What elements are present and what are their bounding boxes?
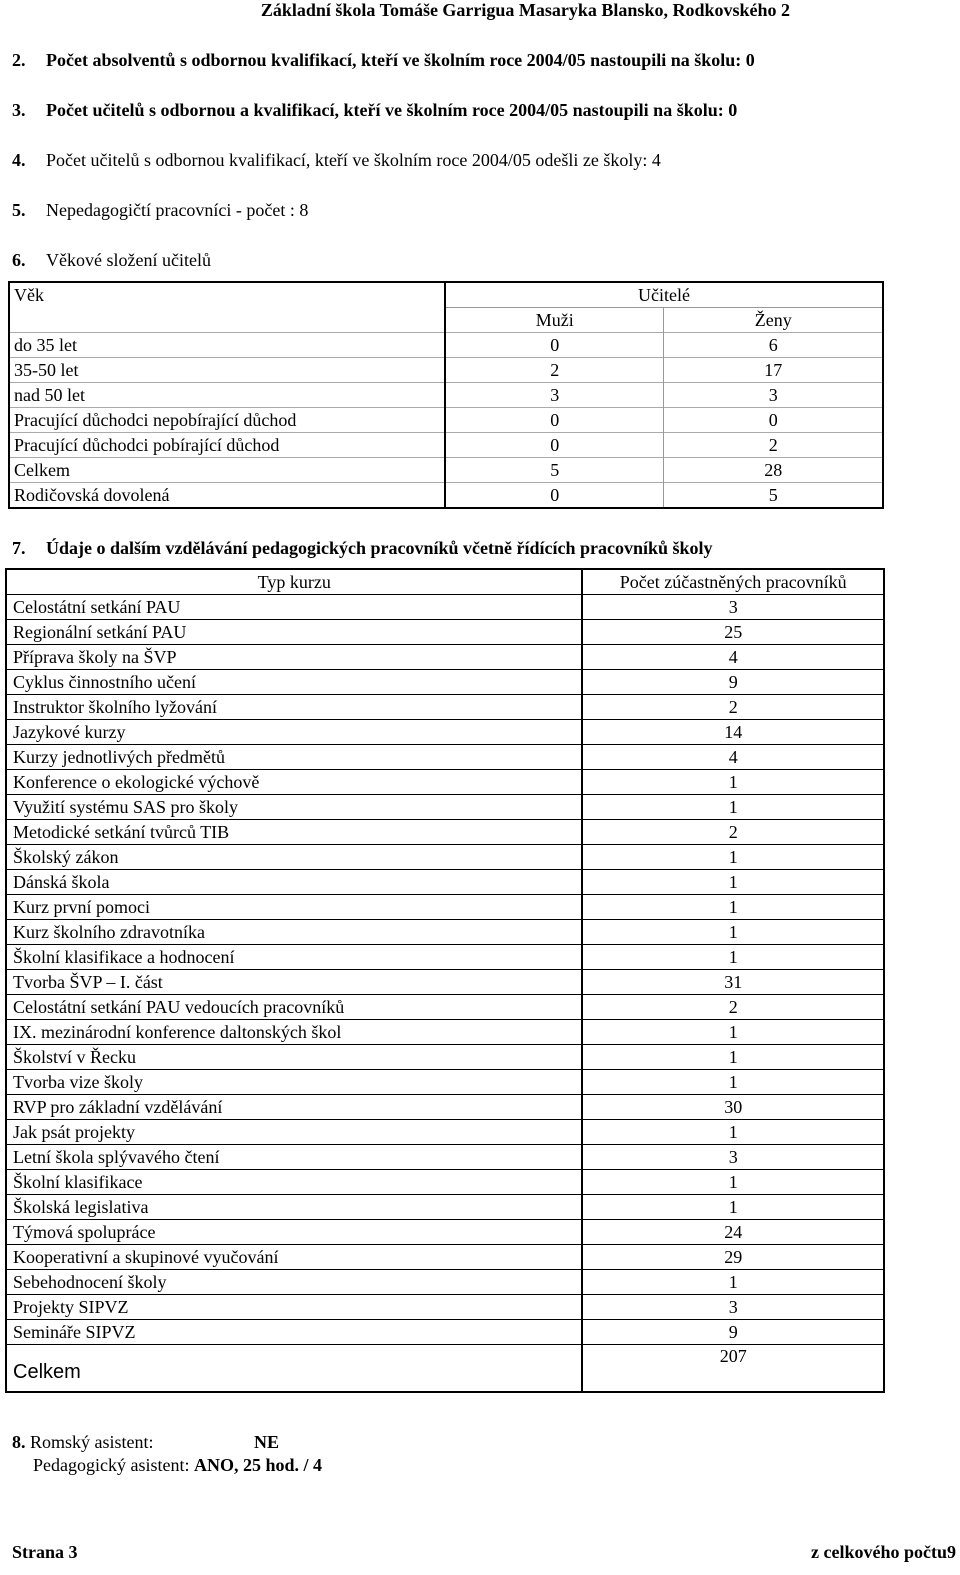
table-row bbox=[9, 458, 883, 483]
table-row bbox=[6, 1170, 884, 1195]
table-row bbox=[9, 333, 883, 358]
col-age-header: Věk bbox=[9, 282, 445, 333]
age-label: 35-50 let bbox=[9, 358, 445, 383]
col-count-header: Počet zúčastněných pracovníků bbox=[619, 572, 847, 592]
total-row bbox=[6, 1345, 884, 1393]
participant-count: 1 bbox=[582, 1270, 884, 1295]
participant-count: 4 bbox=[582, 745, 884, 770]
men-count: 0 bbox=[445, 333, 664, 358]
table-row bbox=[6, 745, 884, 770]
table-row bbox=[6, 595, 884, 620]
table-header-row bbox=[6, 569, 884, 595]
course-name: Celostátní setkání PAU bbox=[6, 595, 582, 620]
age-label: Celkem bbox=[9, 458, 445, 483]
age-label: Rodičovská dovolená bbox=[9, 483, 445, 509]
participant-count: 9 bbox=[582, 670, 884, 695]
table-row bbox=[9, 483, 883, 509]
participant-count: 1 bbox=[582, 945, 884, 970]
participant-count: 1 bbox=[582, 845, 884, 870]
total-value: 207 bbox=[582, 1345, 884, 1393]
item-number: 4. bbox=[12, 150, 26, 170]
participant-count: 24 bbox=[582, 1220, 884, 1245]
table-row bbox=[6, 1095, 884, 1120]
item-text: Nepedagogičtí pracovníci - počet : 8 bbox=[46, 200, 309, 220]
table-row bbox=[6, 645, 884, 670]
men-count: 2 bbox=[445, 358, 664, 383]
course-name: Projekty SIPVZ bbox=[6, 1295, 582, 1320]
item-7 bbox=[12, 538, 713, 559]
item-5 bbox=[12, 200, 308, 221]
item-text: Počet absolventů s odbornou kvalifikací, kteří ve školním roce 2004/05 nastoupili na školu: 0 bbox=[46, 50, 755, 70]
col-type-header: Typ kurzu bbox=[6, 569, 582, 595]
table-row bbox=[6, 1045, 884, 1070]
course-name: Tvorba vize školy bbox=[6, 1070, 582, 1095]
course-name: Školní klasifikace a hodnocení bbox=[6, 945, 582, 970]
participant-count: 1 bbox=[582, 795, 884, 820]
item-number: 8. bbox=[12, 1432, 26, 1452]
course-name: Letní škola splývavého čtení bbox=[6, 1145, 582, 1170]
course-name: Sebehodnocení školy bbox=[6, 1270, 582, 1295]
course-name: Dánská škola bbox=[6, 870, 582, 895]
participant-count: 31 bbox=[582, 970, 884, 995]
table-row bbox=[6, 995, 884, 1020]
table-row bbox=[6, 795, 884, 820]
participant-count: 1 bbox=[582, 1020, 884, 1045]
participant-count: 30 bbox=[582, 1095, 884, 1120]
table-row bbox=[6, 720, 884, 745]
table-row bbox=[6, 945, 884, 970]
men-count: 0 bbox=[445, 408, 664, 433]
participant-count: 4 bbox=[582, 645, 884, 670]
course-name: Konference o ekologické výchově bbox=[6, 770, 582, 795]
table-row bbox=[6, 845, 884, 870]
women-count: 28 bbox=[664, 458, 883, 483]
table-row bbox=[6, 1020, 884, 1045]
table-row bbox=[6, 1145, 884, 1170]
item-4 bbox=[12, 150, 661, 171]
item-8 bbox=[12, 1432, 322, 1476]
table-row bbox=[6, 695, 884, 720]
table-row bbox=[9, 433, 883, 458]
item-number: 5. bbox=[12, 200, 26, 220]
table-row bbox=[6, 770, 884, 795]
item-text: Údaje o dalším vzdělávání pedagogických pracovníků včetně řídících pracovníků školy bbox=[46, 538, 713, 558]
table-row bbox=[6, 1320, 884, 1345]
table-row bbox=[9, 358, 883, 383]
table-row bbox=[6, 820, 884, 845]
course-name: Příprava školy na ŠVP bbox=[6, 645, 582, 670]
women-count: 0 bbox=[664, 408, 883, 433]
course-name: Školství v Řecku bbox=[6, 1045, 582, 1070]
participant-count: 2 bbox=[582, 695, 884, 720]
course-table bbox=[5, 568, 885, 1393]
course-name: Tvorba ŠVP – I. část bbox=[6, 970, 582, 995]
participant-count: 25 bbox=[582, 620, 884, 645]
course-name: Školský zákon bbox=[6, 845, 582, 870]
roma-assistant-value: NE bbox=[254, 1432, 280, 1452]
table-row bbox=[6, 1070, 884, 1095]
table-row bbox=[6, 1245, 884, 1270]
course-name: Využití systému SAS pro školy bbox=[6, 795, 582, 820]
item-6 bbox=[12, 250, 211, 271]
course-name: Semináře SIPVZ bbox=[6, 1320, 582, 1345]
participant-count: 1 bbox=[582, 1170, 884, 1195]
course-name: Školní klasifikace bbox=[6, 1170, 582, 1195]
item-text: Věkové složení učitelů bbox=[46, 250, 211, 270]
item-number: 3. bbox=[12, 100, 26, 120]
item-number: 2. bbox=[12, 50, 26, 70]
page-header: Základní škola Tomáše Garrigua Masaryka Blansko, Rodkovského 2 bbox=[260, 0, 790, 20]
participant-count: 3 bbox=[582, 1295, 884, 1320]
item-text: Počet učitelů s odbornou a kvalifikací, kteří ve školním roce 2004/05 nastoupili na školu: 0 bbox=[46, 100, 738, 120]
item-text: Počet učitelů s odbornou kvalifikací, kteří ve školním roce 2004/05 odešli ze školy: 4 bbox=[46, 150, 661, 170]
table-header-row bbox=[9, 282, 883, 308]
table-row bbox=[6, 1295, 884, 1320]
table-row bbox=[6, 1220, 884, 1245]
participant-count: 1 bbox=[582, 1120, 884, 1145]
table-row bbox=[6, 920, 884, 945]
table-row bbox=[6, 970, 884, 995]
participant-count: 29 bbox=[582, 1245, 884, 1270]
total-label: Celkem bbox=[6, 1345, 582, 1393]
table-row bbox=[6, 620, 884, 645]
page-number: Strana 3 bbox=[12, 1542, 78, 1562]
age-label: do 35 let bbox=[9, 333, 445, 358]
men-count: 5 bbox=[445, 458, 664, 483]
men-count: 0 bbox=[445, 433, 664, 458]
participant-count: 3 bbox=[582, 1145, 884, 1170]
pedagogical-assistant-label: Pedagogický asistent: bbox=[33, 1455, 190, 1475]
course-name: Metodické setkání tvůrců TIB bbox=[6, 820, 582, 845]
participant-count: 2 bbox=[582, 820, 884, 845]
women-count: 3 bbox=[664, 383, 883, 408]
item-3 bbox=[12, 100, 737, 121]
item-2 bbox=[12, 50, 755, 71]
course-name: Kurzy jednotlivých předmětů bbox=[6, 745, 582, 770]
table-row bbox=[9, 408, 883, 433]
participant-count: 1 bbox=[582, 870, 884, 895]
course-name: Kurz školního zdravotníka bbox=[6, 920, 582, 945]
course-name: Kooperativní a skupinové vyučování bbox=[6, 1245, 582, 1270]
participant-count: 9 bbox=[582, 1320, 884, 1345]
course-name: Celostátní setkání PAU vedoucích pracovníků bbox=[6, 995, 582, 1020]
table-row bbox=[6, 1270, 884, 1295]
participant-count: 14 bbox=[582, 720, 884, 745]
participant-count: 3 bbox=[582, 595, 884, 620]
participant-count: 1 bbox=[582, 895, 884, 920]
course-name: Kurz první pomoci bbox=[6, 895, 582, 920]
women-count: 2 bbox=[664, 433, 883, 458]
col-men-header: Muži bbox=[445, 308, 664, 333]
participant-count: 1 bbox=[582, 770, 884, 795]
course-name: Cyklus činnostního učení bbox=[6, 670, 582, 695]
course-name: IX. mezinárodní konference daltonských škol bbox=[6, 1020, 582, 1045]
col-teachers-header: Učitelé bbox=[445, 282, 883, 308]
table-row bbox=[6, 895, 884, 920]
participant-count: 1 bbox=[582, 1195, 884, 1220]
women-count: 5 bbox=[664, 483, 883, 509]
table-row bbox=[6, 870, 884, 895]
pedagogical-assistant-value: ANO, 25 hod. / 4 bbox=[193, 1455, 323, 1475]
age-label: Pracující důchodci pobírající důchod bbox=[9, 433, 445, 458]
course-name: Jazykové kurzy bbox=[6, 720, 582, 745]
item-number: 7. bbox=[12, 538, 26, 558]
women-count: 17 bbox=[664, 358, 883, 383]
participant-count: 1 bbox=[582, 920, 884, 945]
course-name: Instruktor školního lyžování bbox=[6, 695, 582, 720]
course-name: Regionální setkání PAU bbox=[6, 620, 582, 645]
participant-count: 1 bbox=[582, 1070, 884, 1095]
page-total: z celkového počtu9 bbox=[811, 1542, 956, 1562]
course-name: Týmová spolupráce bbox=[6, 1220, 582, 1245]
table-row bbox=[6, 1120, 884, 1145]
participant-count: 1 bbox=[582, 1045, 884, 1070]
table-row bbox=[9, 383, 883, 408]
participant-count: 2 bbox=[582, 995, 884, 1020]
women-count: 6 bbox=[664, 333, 883, 358]
men-count: 3 bbox=[445, 383, 664, 408]
age-label: Pracující důchodci nepobírající důchod bbox=[9, 408, 445, 433]
age-label: nad 50 let bbox=[9, 383, 445, 408]
table-row bbox=[6, 1195, 884, 1220]
col-women-header: Ženy bbox=[754, 310, 792, 330]
course-name: Jak psát projekty bbox=[6, 1120, 582, 1145]
table-row bbox=[6, 670, 884, 695]
course-name: Školská legislativa bbox=[6, 1195, 582, 1220]
roma-assistant-label: Romský asistent: bbox=[30, 1432, 154, 1452]
age-composition-table bbox=[8, 281, 884, 509]
men-count: 0 bbox=[445, 483, 664, 509]
item-number: 6. bbox=[12, 250, 26, 270]
course-name: RVP pro základní vzdělávání bbox=[6, 1095, 582, 1120]
